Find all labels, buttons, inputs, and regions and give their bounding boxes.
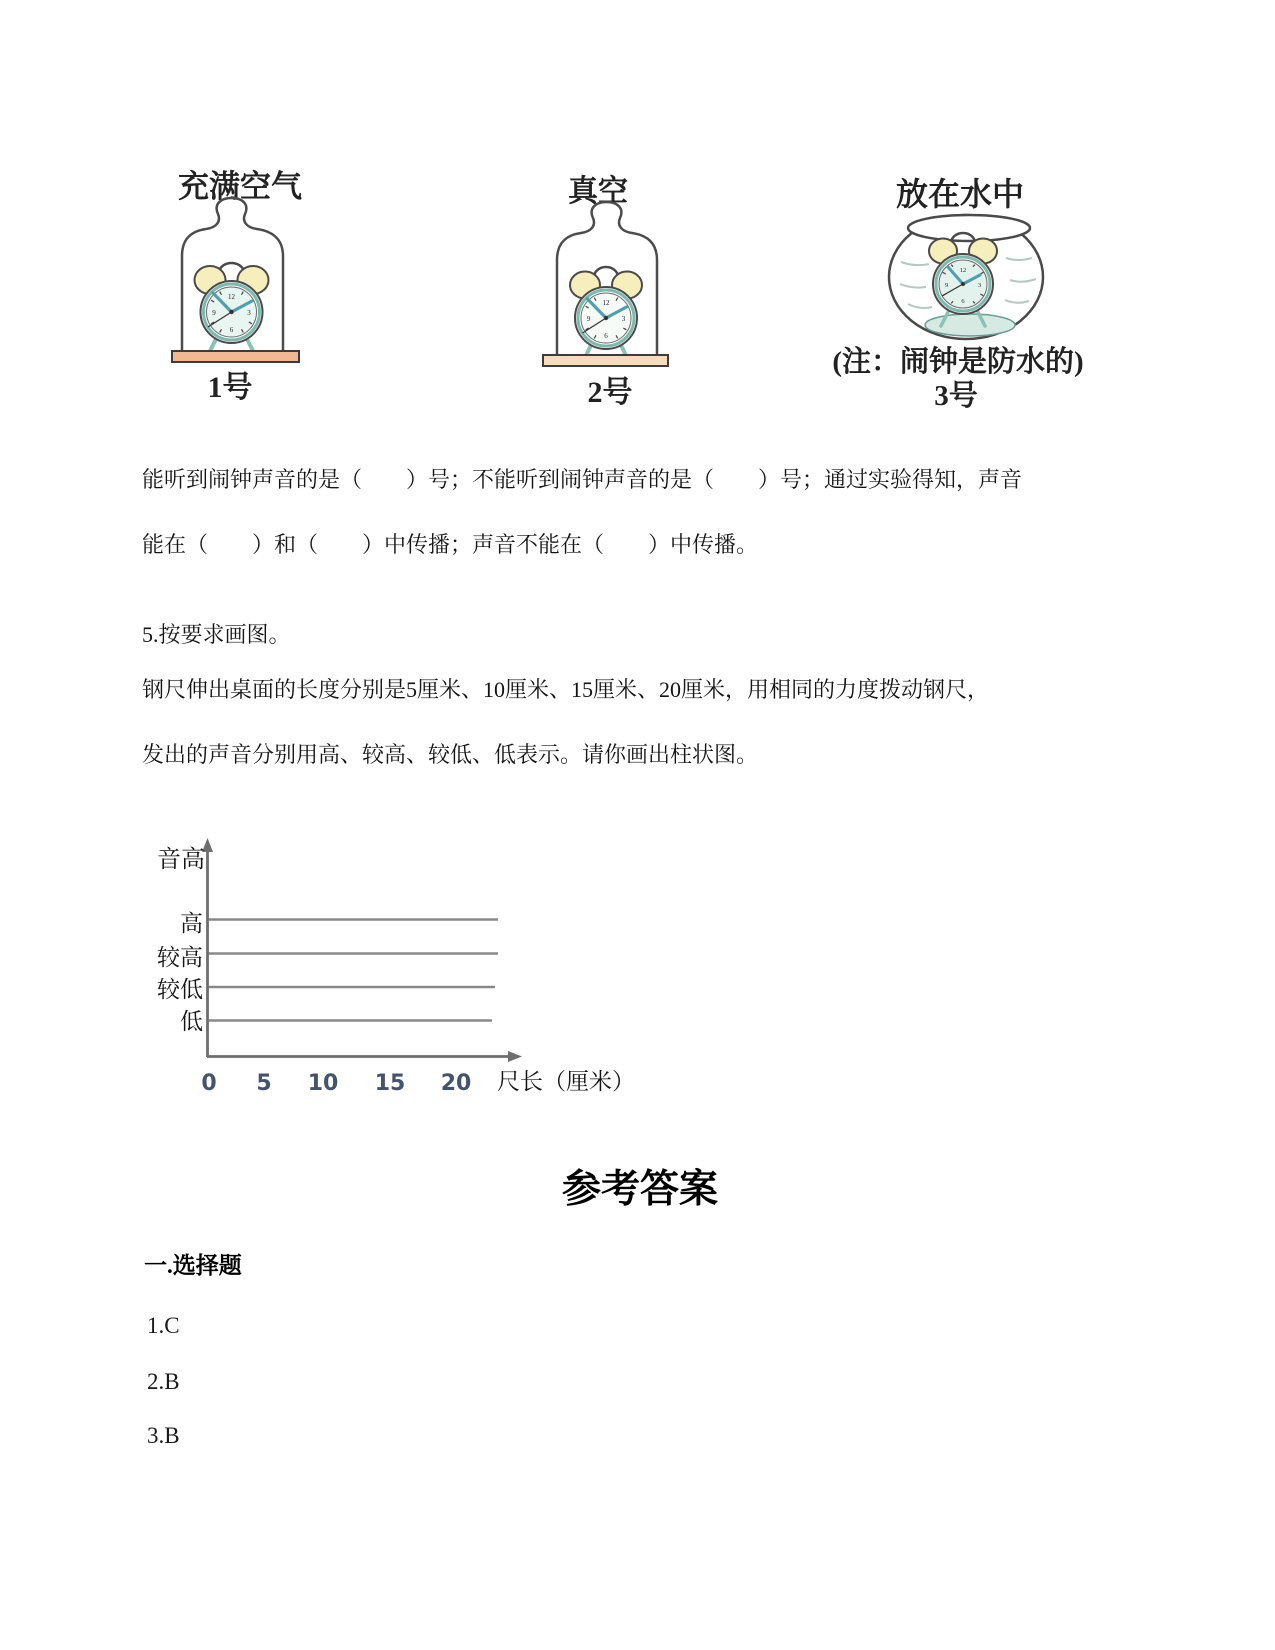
clock-number-12: 12 — [959, 267, 967, 274]
figure-caption-jar2: 2号 — [587, 376, 633, 409]
figure-title-water-bowl: 放在水中 — [895, 176, 1024, 212]
figure-title-vacuum-jar: 真空 — [568, 175, 628, 208]
fishbowl-graphic — [880, 205, 1055, 345]
answers-heading: 参考答案 — [561, 1168, 718, 1211]
y-axis-title: 音高 — [157, 847, 205, 873]
pitch-bar-chart — [140, 825, 650, 1105]
figure-note-waterproof: (注：闹钟是防水的) — [832, 346, 1084, 378]
wooden-base — [172, 351, 299, 362]
bell-jar-1-graphic — [160, 190, 310, 370]
clock-number-6: 6 — [229, 326, 234, 334]
clock-number-9: 9 — [944, 282, 949, 289]
clock-number-6: 6 — [604, 332, 608, 340]
clock-handle — [219, 263, 244, 271]
clock-number-9: 9 — [586, 315, 591, 323]
y-tick-higher-mid: 较高 — [157, 945, 203, 970]
clock-handle — [594, 267, 618, 277]
y-tick-lower-mid: 较低 — [157, 977, 203, 1002]
x-tick-5: 5 — [256, 1071, 272, 1096]
figure-title-air-jar: 充满空气 — [178, 169, 302, 204]
x-axis-arrowhead — [508, 1051, 522, 1062]
clock-number-6: 6 — [961, 298, 965, 305]
figure-caption-jar1: 1号 — [207, 371, 253, 404]
clock-number-3: 3 — [247, 309, 251, 317]
question5-body-line1: 钢尺伸出桌面的长度分别是5厘米、10厘米、15厘米、20厘米，用相同的力度拨动钢尺， — [142, 677, 990, 702]
wooden-base — [543, 355, 668, 366]
clock-center-pin — [229, 310, 233, 314]
x-tick-0: 0 — [201, 1071, 217, 1096]
fill-blank-line-1: 能听到闹钟声音的是（ ）号；不能听到闹钟声音的是（ ）号；通过实验得知，声音 — [142, 467, 1023, 492]
clock-number-9: 9 — [212, 309, 216, 317]
clock-center-pin — [961, 282, 965, 286]
alarm-clock-icon — [195, 263, 269, 343]
y-tick-low: 低 — [180, 1009, 203, 1034]
answer-item-1: 1.C — [147, 1313, 180, 1338]
x-tick-10: 10 — [307, 1071, 339, 1096]
figure-caption-bowl: 3号 — [934, 380, 978, 412]
fishbowl-opening — [908, 215, 1030, 241]
x-tick-20: 20 — [440, 1071, 472, 1096]
question5-body-line2: 发出的声音分别用高、较高、较低、低表示。请你画出柱状图。 — [142, 742, 759, 767]
clock-number-3: 3 — [621, 315, 626, 323]
x-tick-15: 15 — [374, 1071, 406, 1096]
x-axis-title: 尺长（厘米） — [497, 1069, 635, 1095]
bell-jar-2-graphic — [535, 195, 675, 380]
clock-number-12: 12 — [228, 293, 235, 301]
answer-item-2: 2.B — [147, 1369, 180, 1394]
bowl-bottom-water — [925, 314, 1015, 336]
clock-center-pin — [604, 316, 608, 320]
y-tick-high: 高 — [180, 911, 203, 936]
fill-blank-line-2: 能在（ ）和（ ）中传播；声音不能在（ ）中传播。 — [142, 532, 759, 557]
clock-number-12: 12 — [602, 299, 610, 307]
clock-number-3: 3 — [977, 282, 982, 289]
answer-item-3: 3.B — [147, 1423, 180, 1448]
question5-heading: 5.按要求画图。 — [142, 622, 291, 647]
answers-section-title: 一.选择题 — [144, 1253, 242, 1278]
alarm-clock-icon — [570, 267, 642, 349]
